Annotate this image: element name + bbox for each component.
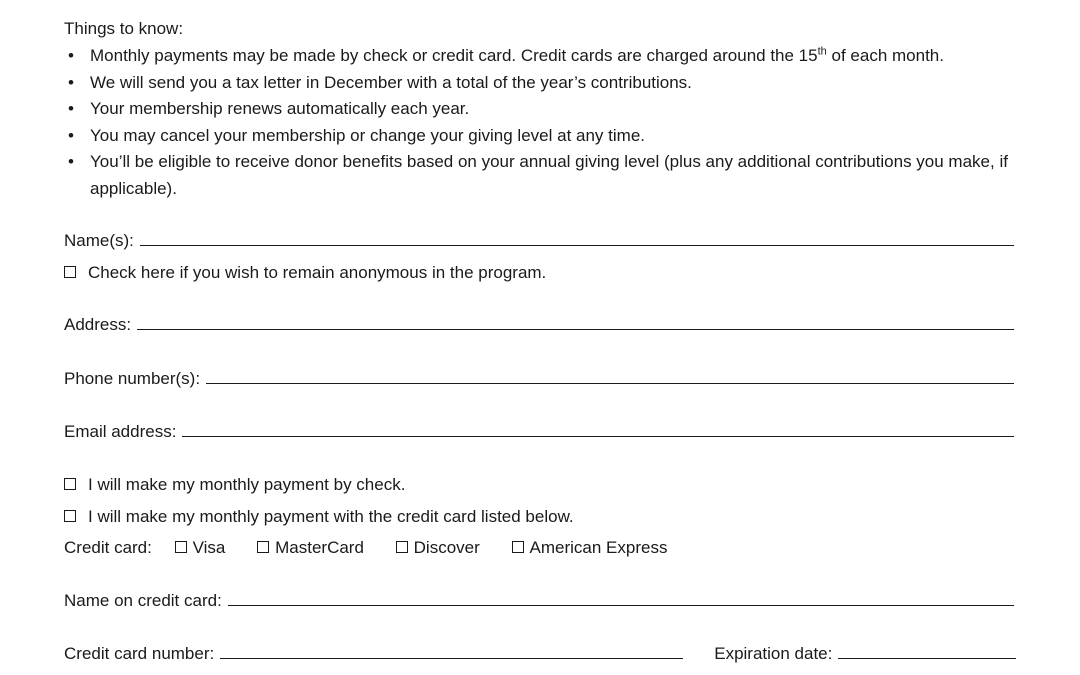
membership-form — [64, 0, 1016, 675]
pay-by-check-label: I will make my monthly payment by check. — [88, 475, 406, 494]
name-on-card-label: Name on credit card: — [64, 591, 222, 610]
names-label: Name(s): — [64, 231, 134, 250]
bullet-item-tax-letter — [64, 70, 1016, 97]
email-input-line[interactable] — [182, 422, 1014, 437]
visa-checkbox[interactable] — [175, 541, 187, 553]
card-option-visa — [175, 537, 226, 559]
bullet-icon: • — [68, 125, 74, 145]
anonymous-label: Check here if you wish to remain anonymous in the program. — [88, 263, 547, 282]
bullet-text: You’ll be eligible to receive donor benefits based on your annual giving level (plus any additional contributions you make, if applicable). — [90, 152, 1008, 198]
bullet-icon: • — [68, 152, 74, 171]
card-number-input-line[interactable] — [220, 644, 683, 659]
pay-by-card-option — [64, 506, 574, 528]
card-option-amex — [512, 537, 668, 559]
anonymous-option — [64, 262, 546, 284]
pay-by-check-checkbox[interactable] — [64, 478, 76, 490]
bullet-item-payments — [64, 43, 1016, 70]
visa-label: Visa — [192, 538, 226, 557]
bullet-icon: • — [68, 99, 74, 118]
discover-label: Discover — [413, 538, 480, 557]
discover-checkbox[interactable] — [396, 541, 408, 553]
bullet-item-cancel — [64, 123, 1016, 150]
expiration-input-line[interactable] — [838, 644, 1016, 659]
expiration-label: Expiration date: — [714, 644, 833, 663]
name-on-card-input-line[interactable] — [228, 591, 1014, 606]
names-input-line[interactable] — [140, 231, 1014, 246]
name-on-card-field — [64, 590, 1014, 612]
bullet-text-end: of each month. — [826, 46, 944, 65]
address-field — [64, 314, 1014, 336]
credit-card-type-row — [64, 537, 667, 559]
bullet-item-renewal — [64, 96, 1016, 123]
phone-label: Phone number(s): — [64, 369, 201, 388]
bullet-text: We will send you a tax letter in December with a total of the year’s contributions. — [90, 72, 692, 92]
anonymous-checkbox[interactable] — [64, 266, 76, 278]
card-option-discover — [396, 537, 480, 559]
address-input-line[interactable] — [137, 315, 1014, 330]
bullet-icon: • — [68, 46, 74, 65]
email-label: Email address: — [64, 422, 177, 441]
email-field — [64, 421, 1014, 443]
bullet-text: You may cancel your membership or change your giving level at any time. — [90, 125, 645, 145]
names-field — [64, 230, 1014, 252]
mastercard-checkbox[interactable] — [257, 541, 269, 553]
pay-by-card-checkbox[interactable] — [64, 510, 76, 522]
pay-by-card-label: I will make my monthly payment with the credit card listed below. — [88, 507, 574, 526]
phone-field — [64, 368, 1014, 390]
card-number-label: Credit card number: — [64, 644, 215, 663]
info-bullet-list — [64, 43, 1016, 202]
superscript-th: th — [817, 45, 827, 58]
credit-card-label: Credit card: — [64, 538, 152, 557]
amex-checkbox[interactable] — [512, 541, 524, 553]
card-number-expiration-row — [64, 643, 1016, 665]
bullet-item-benefits — [64, 149, 1016, 202]
amex-label: American Express — [529, 538, 668, 557]
phone-input-line[interactable] — [206, 369, 1014, 384]
bullet-icon: • — [68, 72, 74, 92]
bullet-text: Monthly payments may be made by check or credit card. Credit cards are charged around the 15 — [90, 46, 818, 65]
things-to-know-heading: Things to know: — [64, 19, 184, 38]
pay-by-check-option — [64, 474, 405, 496]
mastercard-label: MasterCard — [275, 538, 364, 557]
bullet-text: Your membership renews automatically each year. — [90, 99, 470, 118]
card-option-mastercard — [257, 537, 364, 559]
address-label: Address: — [64, 315, 132, 334]
